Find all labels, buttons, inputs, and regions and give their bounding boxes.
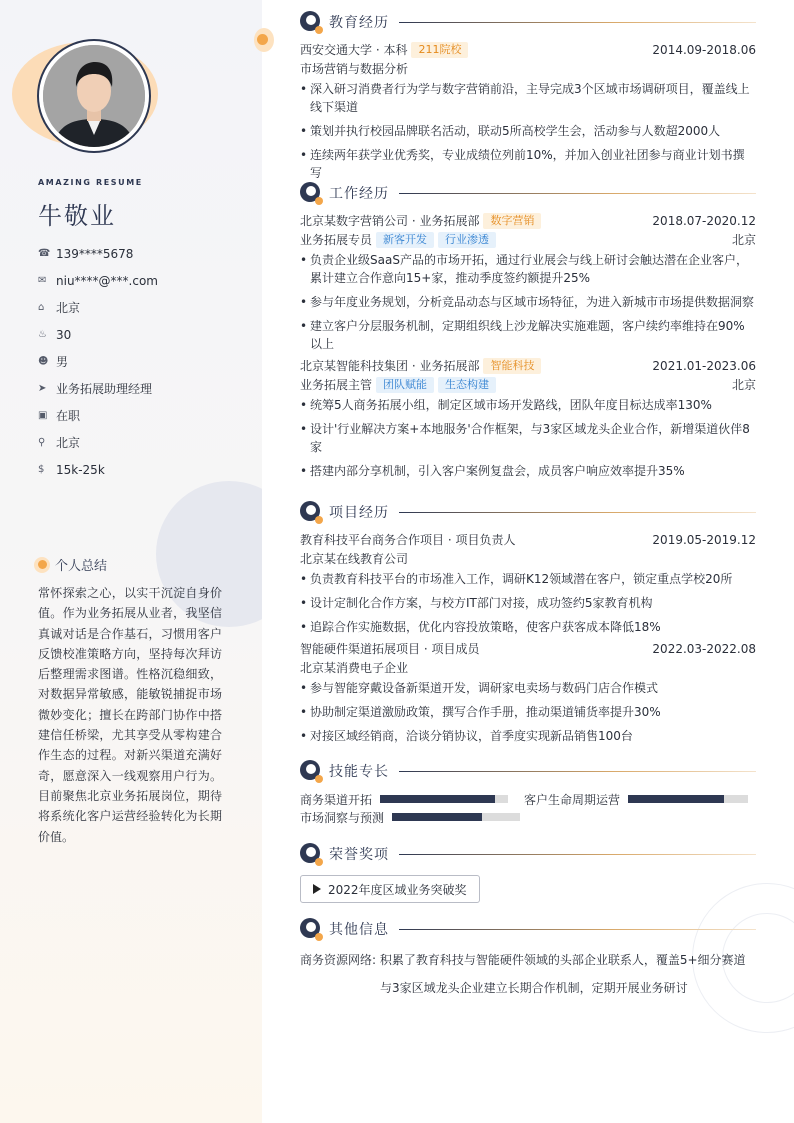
list-item: • 负责企业级SaaS产品的市场开拓，通过行业展会与线上研讨会触达潜在企业客户，累计建立合作意向15+家，推动季度签约额提升25% xyxy=(300,251,756,287)
project-org: 北京某消费电子企业 xyxy=(300,661,409,675)
summary-title: 个人总结 xyxy=(55,559,108,574)
section-title: 其他信息 xyxy=(329,922,389,938)
section-divider xyxy=(399,512,756,513)
info-phone: ☎ 139****5678 xyxy=(38,246,134,261)
award-badge xyxy=(300,875,480,903)
section-header xyxy=(300,501,756,523)
project-2 xyxy=(300,639,756,745)
other-info-line: 商务资源网络: 积累了教育科技与智能硬件领域的头部企业联系人，覆盖5+细分赛道 xyxy=(300,953,746,967)
project-name: 智能硬件渠道拓展项目 · 项目成员 xyxy=(300,642,480,656)
info-status: ▣ 在职 xyxy=(38,409,81,423)
industry-tag: 智能科技 xyxy=(483,358,541,374)
section-divider xyxy=(399,193,756,194)
section-divider xyxy=(399,22,756,23)
summary-text: 常怀探索之心，以实干沉淀自身价值。作为业务拓展从业者，我坚信真诚对话是合作基石，习惯用客户反馈校准策略方向，坚持每次拜访后整理需求图谱。性格沉稳细致，对数据异常敏感，能敏锐捕捉市场微妙变化；擅长在跨部门协作中搭建信任桥梁，尤其享受从零构建合作生态的过程。对新兴渠道充满好奇，愿意深入一线观察用户行为。目前聚焦北京业务拓展岗位，期待将系统化客户运营经验转化为长期价值。 xyxy=(38,586,222,844)
skill-name: 市场洞察与预测 xyxy=(300,810,385,825)
job-2 xyxy=(300,356,756,480)
section-honors xyxy=(300,843,756,903)
other-info-line: 与3家区域龙头企业建立长期合作机制，定期开展业务研讨 xyxy=(380,981,688,995)
section-header xyxy=(300,760,756,782)
project-header-row xyxy=(300,530,756,549)
section-icon xyxy=(300,501,322,523)
job-position: 业务拓展主管 xyxy=(300,378,373,392)
info-salary: $ 15k-25k xyxy=(38,462,105,477)
list-item: • 搭建内部分享机制，引入客户案例复盘会，成员客户响应效率提升35% xyxy=(300,462,756,480)
briefcase-icon: ▣ xyxy=(38,410,48,421)
list-item: • 负责教育科技平台的市场准入工作，调研K12领域潜在客户，锁定重点学校20所 xyxy=(300,570,756,588)
skill-name: 商务渠道开拓 xyxy=(300,792,373,807)
avatar-frame xyxy=(37,39,151,153)
section-icon xyxy=(300,918,322,940)
person-photo-icon xyxy=(43,45,145,147)
other-info xyxy=(300,946,756,1002)
skill-name: 客户生命周期运营 xyxy=(524,792,621,807)
education-header-row xyxy=(300,40,756,59)
skill-item xyxy=(524,790,748,808)
industry-tag: 数字营销 xyxy=(483,213,541,229)
skill-tag: 行业渗透 xyxy=(438,232,496,248)
cake-icon: ♨ xyxy=(38,329,47,340)
section-header xyxy=(300,182,756,204)
job-city: 北京 xyxy=(731,378,756,392)
section-title: 工作经历 xyxy=(329,186,389,202)
project-org: 北京某在线教育公司 xyxy=(300,552,409,566)
list-item: • 深入研习消费者行为学与数字营销前沿，主导完成3个区域市场调研项目，覆盖线上线下渠道 xyxy=(300,80,756,116)
list-item: • 参与智能穿戴设备新渠道开发，调研家电卖场与数码门店合作模式 xyxy=(300,679,756,697)
skill-item xyxy=(300,808,524,826)
section-title: 荣誉奖项 xyxy=(329,847,389,863)
section-divider xyxy=(399,854,756,855)
info-hometown: ⌂ 北京 xyxy=(38,301,81,315)
list-item: • 协助制定渠道激励政策，撰写合作手册，推动渠道铺货率提升30% xyxy=(300,703,756,721)
list-item: • 追踪合作实施数据，优化内容投放策略，使客户获客成本降低18% xyxy=(300,618,756,636)
award-name: 2022年度区域业务突破奖 xyxy=(328,882,467,897)
list-item: • 设计定制化合作方案，与校方IT部门对接，成功签约5家教育机构 xyxy=(300,594,756,612)
skill-bar xyxy=(628,795,748,803)
section-other xyxy=(300,918,756,1002)
job-header-row xyxy=(300,211,756,230)
send-icon: ➤ xyxy=(38,383,47,394)
education-date: 2014.09-2018.06 xyxy=(652,42,756,57)
section-icon xyxy=(300,843,322,865)
list-item: • 设计'行业解决方案+本地服务'合作框架，与3家区域龙头企业合作，新增渠道伙伴8家 xyxy=(300,420,756,456)
section-title: 项目经历 xyxy=(329,505,389,521)
section-title: 技能专长 xyxy=(329,764,389,780)
contact-info-list xyxy=(38,240,158,483)
job-bullets xyxy=(300,251,756,353)
page-tab-dot-icon xyxy=(254,28,274,52)
job-bullets xyxy=(300,396,756,480)
skill-item xyxy=(300,790,524,808)
info-target-city: ⚲ 北京 xyxy=(38,436,81,450)
list-item: • 统筹5人商务拓展小组，制定区域市场开发路线，团队年度目标达成率130% xyxy=(300,396,756,414)
salary-icon: $ xyxy=(38,464,45,475)
candidate-name: 牛敬业 xyxy=(38,202,116,230)
section-title: 教育经历 xyxy=(329,15,389,31)
job-position-row xyxy=(300,375,756,394)
job-date: 2018.07-2020.12 xyxy=(652,213,756,228)
education-bullets xyxy=(300,80,756,182)
skill-tag: 生态构建 xyxy=(438,377,496,393)
school-tag: 211院校 xyxy=(411,42,468,58)
job-date: 2021.01-2023.06 xyxy=(652,358,756,373)
job-position-row xyxy=(300,230,756,249)
school-name: 西安交通大学 · 本科 xyxy=(300,43,408,57)
project-org-row xyxy=(300,658,756,677)
section-education xyxy=(300,11,756,185)
gender-icon: ☻ xyxy=(38,356,49,367)
project-1 xyxy=(300,530,756,636)
avatar xyxy=(43,45,145,147)
major: 市场营销与数据分析 xyxy=(300,62,409,76)
major-row xyxy=(300,59,756,78)
skills-list xyxy=(300,790,756,826)
project-org-row xyxy=(300,549,756,568)
mail-icon: ✉ xyxy=(38,275,47,286)
info-gender: ☻ 男 xyxy=(38,355,69,369)
project-date: 2022.03-2022.08 xyxy=(652,641,756,656)
info-email: ✉ niu****@***.com xyxy=(38,273,158,288)
job-header-row xyxy=(300,356,756,375)
job-position: 业务拓展专员 xyxy=(300,233,373,247)
project-header-row xyxy=(300,639,756,658)
skill-tag: 团队赋能 xyxy=(376,377,434,393)
company-name: 北京某智能科技集团 · 业务拓展部 xyxy=(300,359,480,373)
section-icon xyxy=(300,760,322,782)
phone-icon: ☎ xyxy=(38,248,51,259)
section-divider xyxy=(399,771,756,772)
section-skills xyxy=(300,760,756,826)
resume-brand: AMAZING RESUME xyxy=(38,178,143,187)
list-item: • 建立客户分层服务机制，定期组织线上沙龙解决实施难题，客户续约率维持在90%以上 xyxy=(300,317,756,353)
section-icon xyxy=(300,11,322,33)
skill-bar xyxy=(392,813,520,821)
project-date: 2019.05-2019.12 xyxy=(652,532,756,547)
company-name: 北京某数字营销公司 · 业务拓展部 xyxy=(300,214,480,228)
section-icon xyxy=(300,182,322,204)
skill-bar xyxy=(380,795,508,803)
job-1 xyxy=(300,211,756,353)
job-city: 北京 xyxy=(731,233,756,247)
section-header xyxy=(300,918,756,940)
info-age: ♨ 30 xyxy=(38,327,72,342)
skill-tag: 新客开发 xyxy=(376,232,434,248)
list-item: • 参与年度业务规划，分析竞品动态与区域市场特征，为进入新城市市场提供数据洞察 xyxy=(300,293,756,311)
play-triangle-icon xyxy=(313,884,321,894)
summary-dot-icon xyxy=(34,557,50,573)
project-bullets xyxy=(300,570,756,636)
section-divider xyxy=(399,929,756,930)
section-header xyxy=(300,11,756,33)
home-icon: ⌂ xyxy=(38,302,45,313)
list-item: • 对接区域经销商，洽谈分销协议，首季度实现新品销售100台 xyxy=(300,727,756,745)
section-projects xyxy=(300,501,756,748)
project-bullets xyxy=(300,679,756,745)
list-item: • 策划并执行校园品牌联名活动，联动5所高校学生会，活动参与人数超2000人 xyxy=(300,122,756,140)
location-icon: ⚲ xyxy=(38,437,46,448)
project-name: 教育科技平台商务合作项目 · 项目负责人 xyxy=(300,533,516,547)
info-target-job: ➤ 业务拓展助理经理 xyxy=(38,382,153,396)
list-item: • 连续两年获学业优秀奖，专业成绩位列前10%，并加入创业社团参与商业计划书撰写 xyxy=(300,146,756,182)
section-header xyxy=(300,843,756,865)
summary-header xyxy=(34,555,107,574)
sidebar xyxy=(0,0,262,1123)
section-work xyxy=(300,182,756,483)
